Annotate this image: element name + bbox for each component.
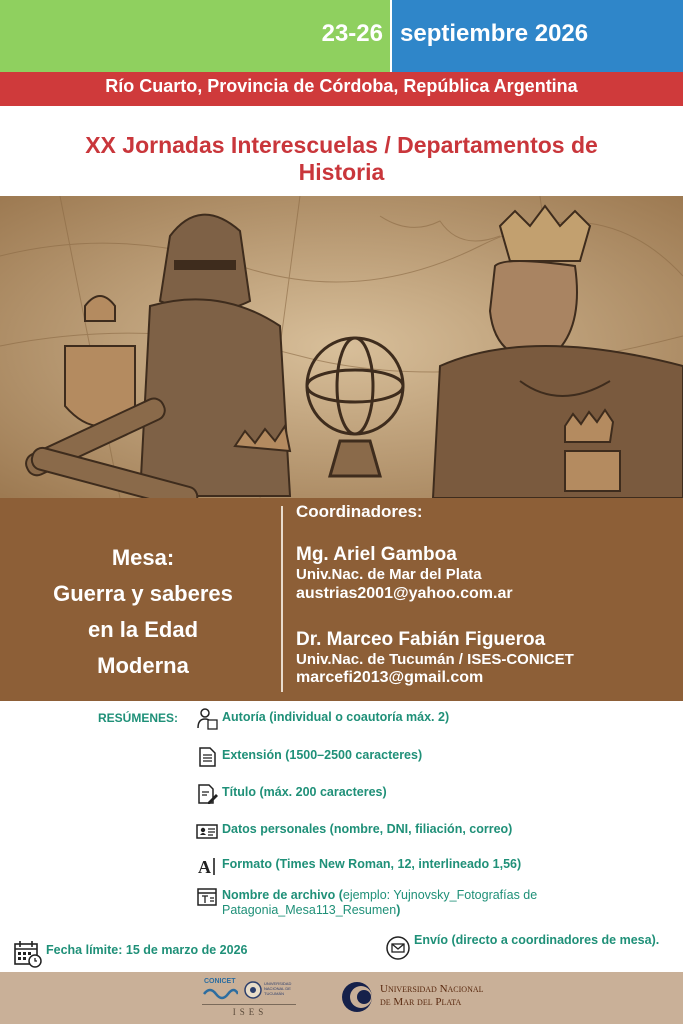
event-month: septiembre 2026: [400, 20, 589, 47]
resumen-text-archivo: [222, 886, 616, 918]
archivo-example: ejemplo: Yujnovsky_Fotografías de Patagonia_Mesa113_Resumen: [222, 888, 538, 917]
mesa-title: [10, 540, 276, 684]
mail-icon: [386, 936, 410, 960]
text-format-icon: [196, 855, 218, 877]
ises-label: ISES: [232, 1007, 268, 1017]
conicet-unt-ises-logo: [200, 976, 300, 1022]
mesa-line2: Guerra y saberes: [53, 581, 233, 606]
event-days: 23-26: [321, 20, 383, 47]
unmdp-line1: Universidad Nacional: [380, 983, 484, 995]
mesa-line3: en la Edad: [87, 617, 199, 642]
coordinator-1: [296, 544, 513, 603]
conicet-logo-icon: [202, 986, 238, 1002]
deadline-text: Fecha límite: 15 de marzo de 2026: [46, 943, 248, 957]
author-icon: [196, 708, 218, 730]
coordinator-2-email[interactable]: marcefi2013@gmail.com: [296, 669, 484, 686]
unmdp-logo: [340, 978, 520, 1018]
coordinator-2-affiliation: Univ.Nac. de Tucumán / ISES-CONICET: [296, 651, 574, 668]
resumen-item-formato: [196, 855, 616, 877]
ises-rule: [202, 1004, 296, 1005]
svg-text:A: A: [198, 857, 211, 877]
resumen-text-formato: Formato (Times New Roman, 12, interlineado 1,56): [222, 857, 522, 871]
event-title: [20, 132, 663, 186]
resumen-item-datos: [196, 820, 616, 842]
crest-right: [565, 410, 620, 491]
coordinator-2: [296, 629, 574, 687]
mesa-line4: Moderna: [97, 653, 189, 678]
coordinator-1-affiliation: Univ.Nac. de Mar del Plata: [296, 566, 482, 583]
unmdp-emblem-icon: [340, 980, 374, 1014]
event-title-line2: Historia: [298, 159, 385, 185]
conicet-label: CONICET: [204, 978, 236, 985]
coordinator-1-email[interactable]: austrias2001@yahoo.com.ar: [296, 585, 513, 602]
coordinator-2-name: Dr. Marceo Fabián Figueroa: [296, 629, 546, 650]
resumen-item-archivo: [196, 886, 616, 918]
unmdp-line2: de Mar del Plata: [380, 996, 462, 1008]
resumen-item-extension: [196, 746, 616, 768]
send-text: Envío (directo a coordinadores de mesa).: [414, 933, 660, 947]
event-title-line1: XX Jornadas Interescuelas / Departamentos de: [85, 132, 598, 158]
coordinadores-heading: Coordinadores:: [296, 502, 423, 521]
mesa-line1: Mesa:: [111, 545, 175, 570]
unt-seal-icon: [244, 980, 262, 1000]
resumen-text-extension: Extensión (1500–2500 caracteres): [222, 748, 423, 762]
resumen-item-titulo: [196, 783, 616, 805]
id-card-icon: [196, 820, 218, 842]
calendar-icon: [14, 940, 42, 968]
resumenes-label: RESÚMENES:: [98, 711, 179, 725]
resumen-text-datos: Datos personales (nombre, DNI, filiación, correo): [222, 822, 513, 836]
archivo-bold: Nombre de archivo (: [222, 888, 343, 902]
document-icon: [196, 746, 218, 768]
illustration-svg: [0, 196, 683, 498]
panel-divider: [281, 506, 283, 692]
event-location: Río Cuarto, Provincia de Córdoba, República Argentina: [105, 76, 578, 96]
unt-label: UNIVERSIDAD NACIONAL DE TUCUMÁN: [264, 981, 292, 996]
resumen-text-titulo: Título (máx. 200 caracteres): [222, 785, 387, 799]
archivo-close: ): [396, 903, 401, 917]
edit-document-icon: [196, 783, 218, 805]
file-name-icon: [196, 886, 218, 908]
resumen-text-autoria: Autoría (individual o coautoría máx. 2): [222, 710, 450, 724]
coordinator-1-name: Mg. Ariel Gamboa: [296, 544, 457, 565]
illustration-banner: [0, 196, 683, 498]
resumen-item-autoria: [196, 708, 616, 730]
